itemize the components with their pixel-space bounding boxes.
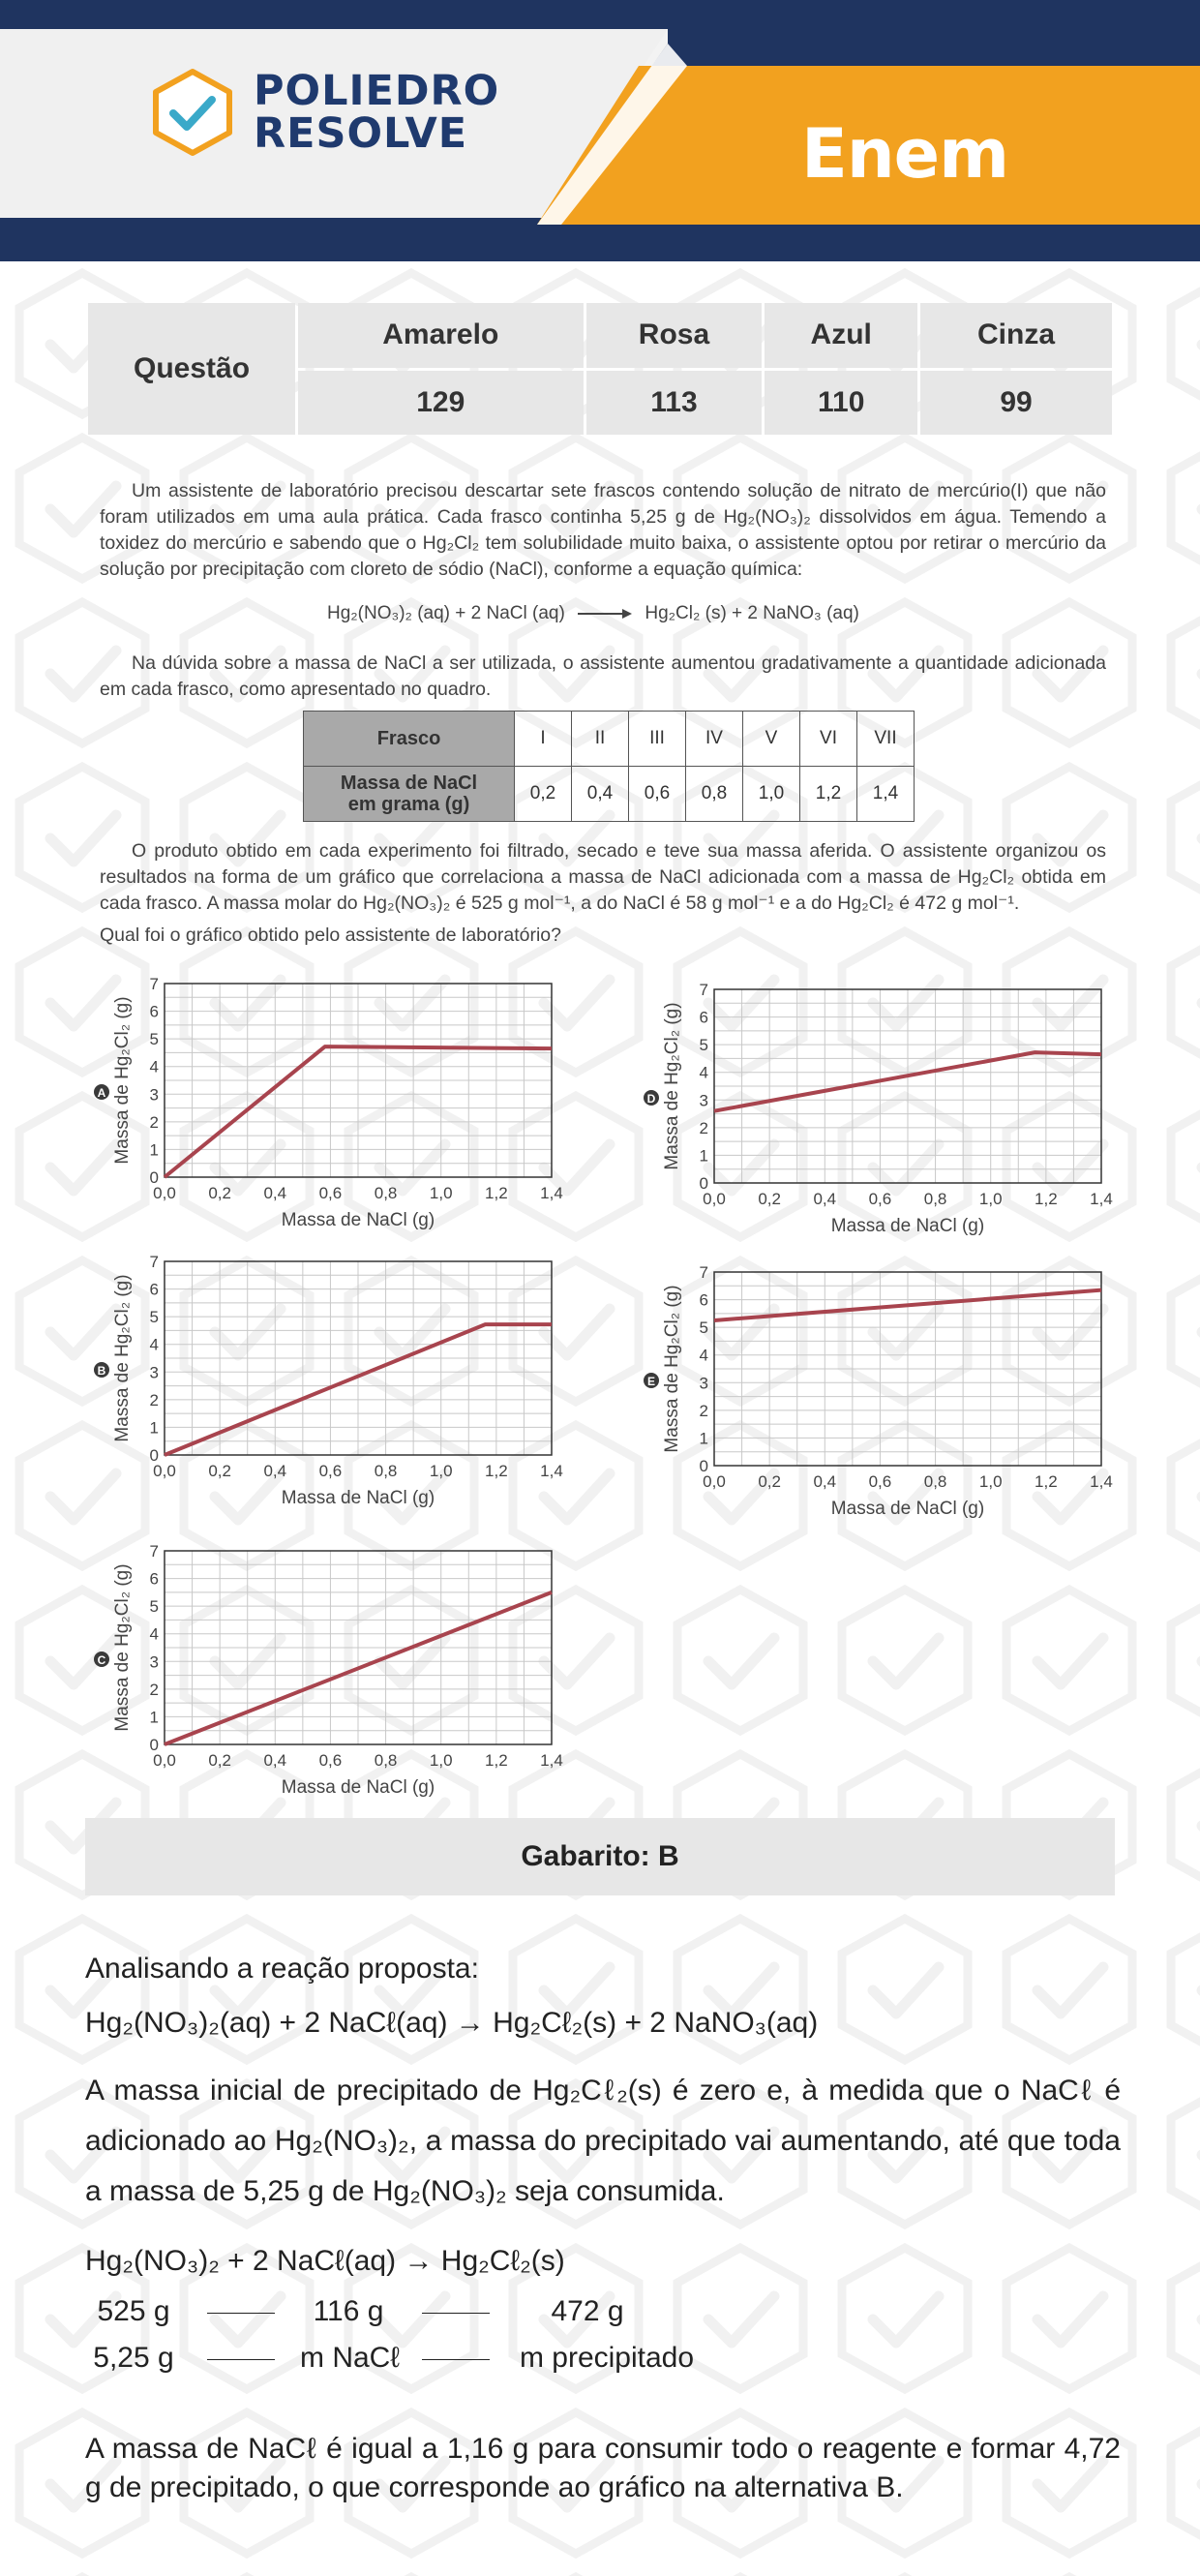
x-tick-label: 0,4	[813, 1472, 837, 1491]
reaction-arrow-icon	[576, 607, 634, 621]
y-tick-label: 1	[149, 1140, 159, 1160]
y-axis-label: Massa de Hg₂Cl₂ (g)	[112, 996, 133, 1165]
y-tick-label: 1	[149, 1708, 159, 1727]
mass-value: 1,4	[857, 767, 915, 822]
flask-label: VII	[857, 712, 915, 767]
option-badge-letter: E	[646, 1375, 656, 1388]
flask-label: V	[743, 712, 800, 767]
x-tick-label: 0,4	[263, 1751, 287, 1770]
flask-table	[303, 711, 915, 822]
x-tick-label: 1,2	[1035, 1190, 1058, 1208]
x-axis-label: Massa de NaCl (g)	[281, 1777, 435, 1798]
mass-value: 1,0	[743, 767, 800, 822]
brand-line-2: RESOLVE	[254, 109, 468, 158]
y-tick-label: 2	[699, 1118, 708, 1137]
x-axis-label: Massa de NaCl (g)	[281, 1210, 435, 1230]
y-tick-label: 6	[699, 1008, 708, 1027]
stoich-value: 116 g	[313, 2295, 384, 2327]
option-badge-letter: A	[97, 1086, 106, 1100]
y-tick-label: 4	[149, 1624, 159, 1644]
color-amarelo: Amarelo	[298, 303, 584, 368]
option-badge-letter: B	[97, 1364, 106, 1378]
y-tick-label: 2	[149, 1112, 159, 1132]
x-tick-label: 1,2	[1035, 1472, 1058, 1491]
x-tick-label: 0,2	[208, 1184, 231, 1202]
stoich-value: m NaCℓ	[300, 2342, 401, 2374]
question-number-table	[85, 300, 1115, 438]
y-tick-label: 2	[149, 1680, 159, 1699]
color-azul: Azul	[765, 303, 917, 368]
question-prompt	[100, 923, 777, 949]
x-tick-label: 0,8	[374, 1462, 398, 1480]
mass-value: 0,6	[629, 767, 686, 822]
x-tick-label: 1,4	[1090, 1472, 1113, 1491]
mass-value: 0,8	[686, 767, 743, 822]
y-tick-label: 7	[149, 975, 159, 993]
x-tick-label: 0,6	[868, 1190, 892, 1208]
y-tick-label: 6	[149, 1280, 159, 1299]
x-tick-label: 0,8	[923, 1190, 947, 1208]
x-tick-label: 0,6	[318, 1462, 343, 1480]
y-tick-label: 0	[149, 1168, 159, 1187]
solution-intro: Analisando a reação proposta:	[85, 1953, 479, 1985]
x-tick-label: 1,0	[978, 1472, 1003, 1491]
x-tick-label: 0,4	[263, 1462, 287, 1480]
y-tick-label: 7	[149, 1542, 159, 1561]
y-tick-label: 3	[149, 1652, 159, 1672]
x-tick-label: 1,0	[429, 1751, 453, 1770]
brand-logo-text	[254, 67, 500, 158]
exam-title: Enem	[801, 114, 1009, 194]
x-tick-label: 1,2	[485, 1462, 508, 1480]
x-tick-label: 0,2	[758, 1472, 781, 1491]
y-tick-label: 4	[699, 1346, 708, 1365]
number-amarelo: 129	[298, 371, 584, 436]
y-tick-label: 5	[149, 1308, 159, 1327]
mass-header-line-2: em grama (g)	[347, 794, 470, 815]
x-tick-label: 1,4	[540, 1751, 563, 1770]
y-tick-label: 0	[149, 1446, 159, 1465]
y-tick-label: 5	[699, 1036, 708, 1055]
y-tick-label: 6	[149, 1002, 159, 1021]
solution-reaction: Hg₂(NO₃)₂(aq) + 2 NaCℓ(aq) → Hg₂Cℓ₂(s) + 2 NaNO₃(aq)	[85, 2007, 819, 2039]
x-tick-label: 1,0	[429, 1462, 453, 1480]
y-tick-label: 0	[699, 1457, 708, 1475]
chart-option-a	[92, 975, 563, 1244]
y-tick-label: 3	[699, 1374, 708, 1393]
x-axis-label: Massa de NaCl (g)	[830, 1499, 985, 1519]
mass-value: 1,2	[800, 767, 857, 822]
y-tick-label: 3	[699, 1091, 708, 1110]
solution-conclusion: A massa de NaCℓ é igual a 1,16 g para consumir todo o reagente e formar 4,72 g de precipitado, o que corresponde ao gráfico na alternativa B.	[85, 2433, 1121, 2503]
flask-label: I	[515, 712, 572, 767]
brand-line-1: POLIEDRO	[254, 67, 500, 115]
x-tick-label: 0,0	[153, 1462, 176, 1480]
x-tick-label: 0,4	[263, 1184, 287, 1202]
x-tick-label: 1,4	[1090, 1190, 1113, 1208]
chart-svg	[642, 1263, 1113, 1528]
option-badge-letter: C	[97, 1653, 106, 1667]
y-tick-label: 2	[699, 1401, 708, 1420]
x-tick-label: 1,2	[485, 1751, 508, 1770]
y-tick-label: 1	[699, 1429, 708, 1448]
flask-row-header: Frasco	[304, 712, 515, 767]
y-tick-label: 7	[699, 1263, 708, 1282]
question-paragraph-3	[100, 838, 1106, 917]
question-paragraph-1-text: Um assistente de laboratório precisou descartar sete frascos contendo solução de nitrato de mercúrio(I) que não foram utilizados em uma aula prática. Cada frasco continha 5,25 g de Hg₂(NO₃)₂ dissolvidos em água. Temendo a toxidez do mercúrio e sabendo que o Hg₂Cl₂ tem solubilidade muito baixa, o assistente optou por retirar o mercúrio da solução por precipitação com cloreto de sódio (NaCl), conforme a equação química:	[100, 480, 1106, 580]
x-tick-label: 1,0	[978, 1190, 1003, 1208]
header-banner	[0, 0, 1200, 261]
x-tick-label: 0,8	[923, 1472, 947, 1491]
x-tick-label: 0,6	[318, 1184, 343, 1202]
y-axis-label: Massa de Hg₂Cl₂ (g)	[112, 1274, 133, 1442]
mass-value: 0,4	[572, 767, 629, 822]
x-tick-label: 0,8	[374, 1184, 398, 1202]
x-tick-label: 0,8	[374, 1751, 398, 1770]
mass-header-line-1: Massa de NaCl	[340, 773, 478, 794]
stoich-value: m precipitado	[519, 2342, 695, 2374]
x-tick-label: 0,6	[318, 1751, 343, 1770]
y-tick-label: 4	[699, 1063, 708, 1082]
question-paragraph-2	[100, 651, 1106, 703]
chart-option-e	[642, 1263, 1113, 1532]
x-tick-label: 1,4	[540, 1462, 563, 1480]
question-prompt-text: Qual foi o gráfico obtido pelo assistente de laboratório?	[100, 924, 561, 946]
flask-label: II	[572, 712, 629, 767]
flask-label: III	[629, 712, 686, 767]
answer-key: Gabarito: B	[85, 1818, 1115, 1895]
equation-left: Hg₂(NO₃)₂ (aq) + 2 NaCl (aq)	[327, 603, 565, 623]
number-rosa: 113	[586, 371, 763, 436]
option-badge-letter: D	[646, 1092, 656, 1106]
x-tick-label: 0,2	[758, 1190, 781, 1208]
mass-row-header	[304, 767, 515, 822]
question-paragraph-3-text: O produto obtido em cada experimento foi filtrado, secado e teve sua massa aferida. O assistente organizou os resultados na forma de um gráfico que correlaciona a massa de NaCl adicionada com a massa de Hg₂Cl₂ obtida em cada frasco. A massa molar do Hg₂(NO₃)₂ é 525 g mol⁻¹, a do NaCl é 58 g mol⁻¹ e a do Hg₂Cl₂ é 472 g mol⁻¹.	[100, 840, 1106, 914]
y-tick-label: 5	[149, 1597, 159, 1617]
chart-svg	[642, 981, 1113, 1245]
flask-label: IV	[686, 712, 743, 767]
y-tick-label: 7	[149, 1253, 159, 1271]
x-tick-label: 1,4	[540, 1184, 563, 1202]
x-tick-label: 0,4	[813, 1190, 837, 1208]
color-rosa: Rosa	[586, 303, 763, 368]
y-tick-label: 0	[699, 1174, 708, 1193]
chart-svg	[92, 1542, 563, 1806]
x-tick-label: 0,6	[868, 1472, 892, 1491]
x-tick-label: 0,0	[703, 1190, 726, 1208]
solution-paragraph: A massa inicial de precipitado de Hg₂Cℓ₂(s) é zero e, à medida que o NaCℓ é adicionado ao Hg₂(NO₃)₂, a massa do precipitado vai aumentando, até que toda a massa de 5,25 g de Hg₂(NO₃)₂ seja consumida.	[85, 2075, 1121, 2207]
number-azul: 110	[765, 371, 917, 436]
x-tick-label: 1,2	[485, 1184, 508, 1202]
x-tick-label: 0,0	[703, 1472, 726, 1491]
number-cinza: 99	[920, 371, 1112, 436]
question-equation	[327, 603, 859, 624]
x-tick-label: 1,0	[429, 1184, 453, 1202]
color-cinza: Cinza	[920, 303, 1112, 368]
stoich-value: 5,25 g	[93, 2342, 174, 2374]
y-tick-label: 6	[699, 1290, 708, 1310]
flask-label: VI	[800, 712, 857, 767]
y-tick-label: 1	[699, 1146, 708, 1166]
x-tick-label: 0,2	[208, 1751, 231, 1770]
y-tick-label: 4	[149, 1335, 159, 1354]
x-axis-label: Massa de NaCl (g)	[830, 1216, 985, 1236]
y-tick-label: 3	[149, 1085, 159, 1105]
chart-svg	[92, 975, 563, 1239]
chart-option-d	[642, 981, 1113, 1250]
stoichiometry-header: Hg₂(NO₃)₂ + 2 NaCℓ(aq) → Hg₂Cℓ₂(s)	[85, 2245, 565, 2277]
y-tick-label: 3	[149, 1363, 159, 1382]
y-tick-label: 5	[699, 1318, 708, 1338]
question-paragraph-1	[100, 478, 1106, 583]
question-paragraph-2-text: Na dúvida sobre a massa de NaCl a ser utilizada, o assistente aumentou gradativamente a quantidade adicionada em cada frasco, como apresentado no quadro.	[100, 652, 1106, 700]
x-axis-label: Massa de NaCl (g)	[281, 1488, 435, 1508]
chart-svg	[92, 1253, 563, 1517]
y-tick-label: 6	[149, 1569, 159, 1589]
equation-right: Hg₂Cl₂ (s) + 2 NaNO₃ (aq)	[645, 603, 859, 623]
x-tick-label: 0,2	[208, 1462, 231, 1480]
y-axis-label: Massa de Hg₂Cl₂ (g)	[112, 1563, 133, 1732]
x-tick-label: 0,0	[153, 1184, 176, 1202]
y-tick-label: 2	[149, 1390, 159, 1409]
check-badge-icon	[150, 68, 235, 157]
mass-value: 0,2	[515, 767, 572, 822]
y-tick-label: 5	[149, 1030, 159, 1049]
chart-option-b	[92, 1253, 563, 1522]
y-tick-label: 0	[149, 1736, 159, 1754]
y-axis-label: Massa de Hg₂Cl₂ (g)	[662, 1002, 682, 1170]
stoich-value: 525 g	[97, 2295, 170, 2327]
y-axis-label: Massa de Hg₂Cl₂ (g)	[662, 1285, 682, 1453]
question-header: Questão	[88, 303, 295, 435]
y-tick-label: 4	[149, 1057, 159, 1076]
chart-option-c	[92, 1542, 563, 1811]
stoichiometry-row-1	[85, 2287, 1121, 2337]
stoich-value: 472 g	[551, 2295, 624, 2327]
y-tick-label: 7	[699, 981, 708, 999]
y-tick-label: 1	[149, 1418, 159, 1438]
stoichiometry-row-2	[85, 2333, 1121, 2383]
x-tick-label: 0,0	[153, 1751, 176, 1770]
